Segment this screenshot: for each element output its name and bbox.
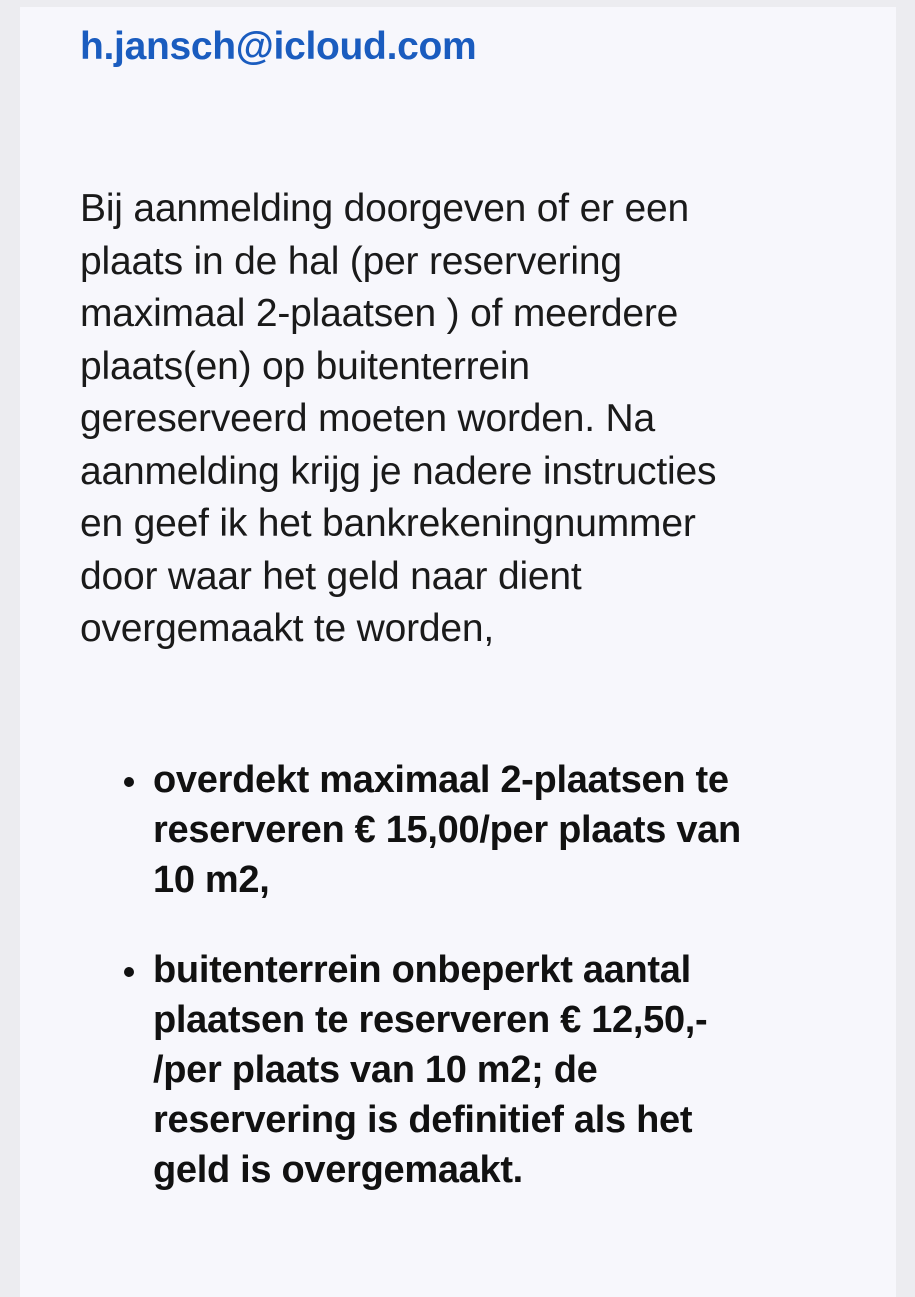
paragraph-line: Bij aanmelding doorgeven of er een [80, 187, 689, 230]
paragraph-line: plaats(en) op buitenterrein [80, 344, 530, 388]
list-item-line: geld is overgemaakt. [153, 1149, 523, 1191]
message-paragraph [80, 183, 716, 656]
paragraph-line: plaats in de hal (per reservering [80, 239, 622, 283]
paragraph-line: overgemaakt te worden, [80, 607, 494, 650]
list-item-line: reservering is definitief als het [153, 1099, 693, 1141]
paragraph-line: gereserveerd moeten worden. Na [80, 397, 655, 440]
list-item-line: overdekt maximaal 2-plaatsen te [153, 759, 729, 801]
list-item-line: 10 m2, [153, 859, 270, 901]
paragraph-line: maximaal 2-plaatsen ) of meerdere [80, 292, 679, 335]
list-item-covered [153, 755, 741, 905]
list-item-line: /per plaats van 10 m2; de [153, 1049, 598, 1091]
list-item-outdoor [153, 945, 707, 1195]
paragraph-line: en geef ik het bankrekeningnummer [80, 502, 696, 545]
bullet-icon [124, 967, 134, 977]
paragraph-line: aanmelding krijg je nadere instructies [80, 449, 717, 493]
email-link[interactable]: h.jansch@icloud.com [80, 25, 477, 68]
list-item-line: buitenterrein onbeperkt aantal [153, 949, 691, 991]
bullet-icon [124, 777, 134, 787]
paragraph-line: door waar het geld naar dient [80, 554, 582, 598]
list-item-line: reserveren € 15,00/per plaats van [153, 809, 741, 851]
list-item-line: plaatsen te reserveren € 12,50,- [153, 999, 708, 1041]
